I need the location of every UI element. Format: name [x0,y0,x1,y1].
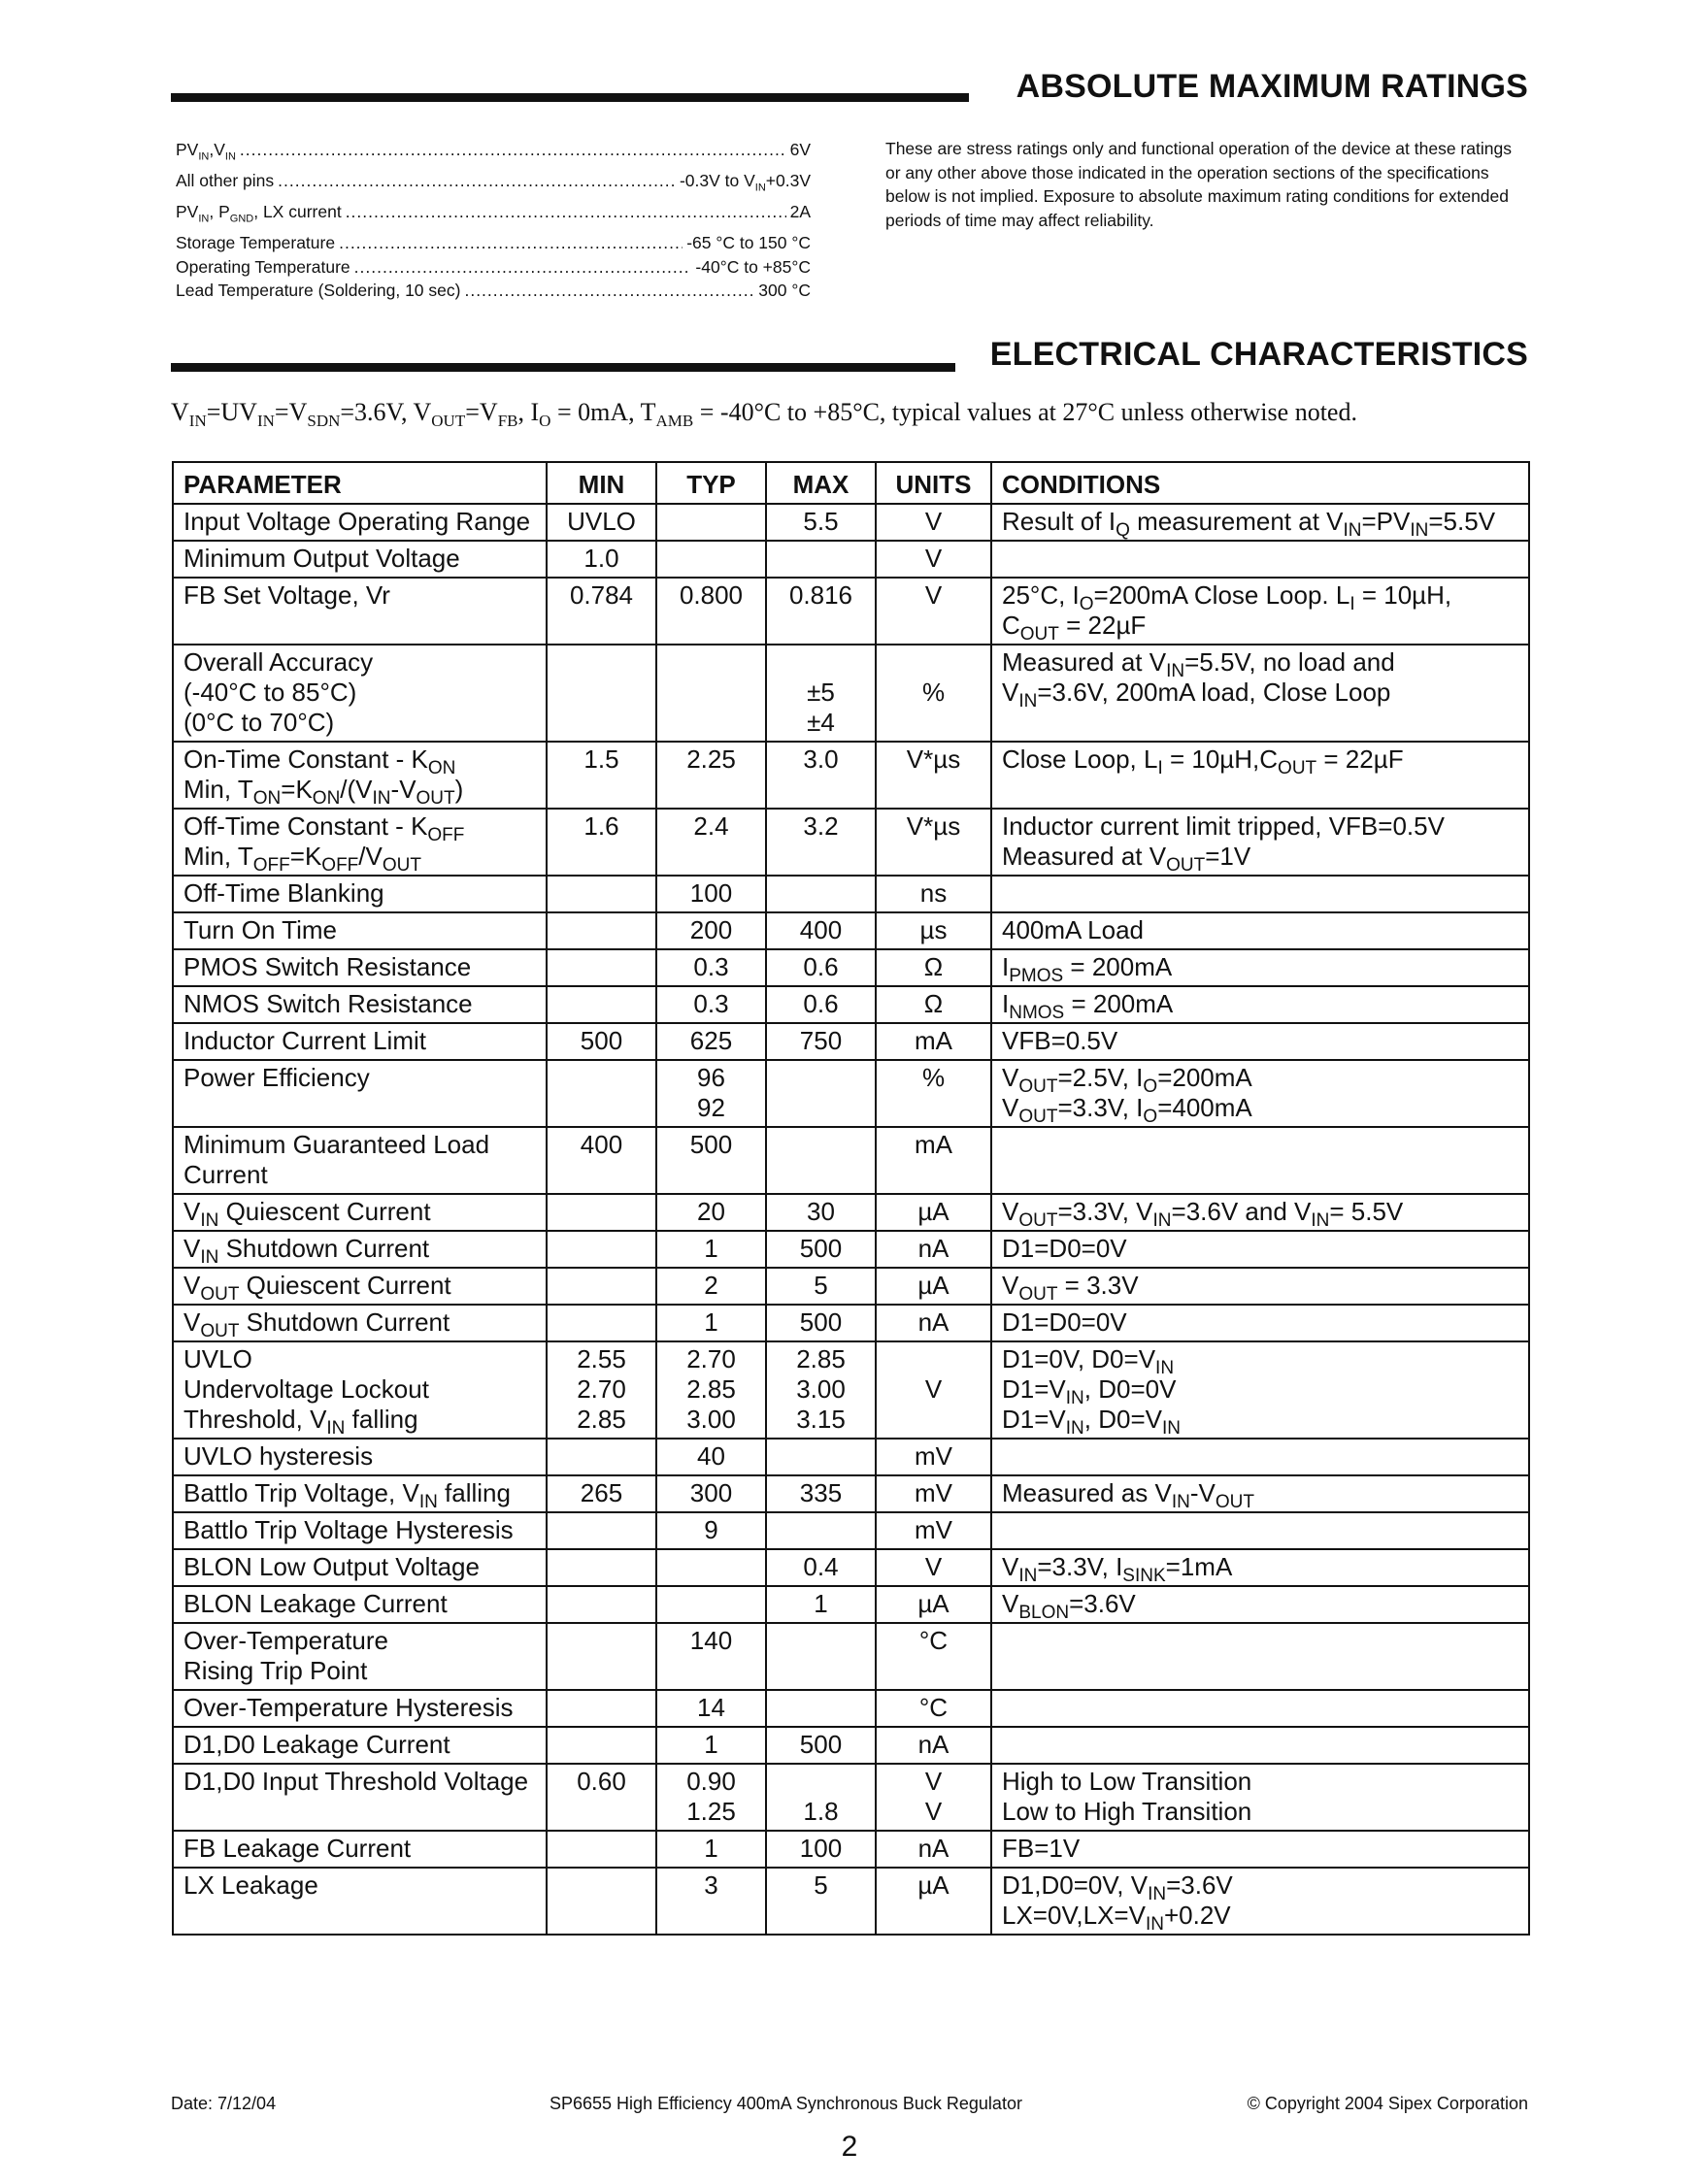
conditions-cell [991,1623,1529,1690]
max-cell [766,1623,876,1690]
typ-cell: 1 [656,1305,766,1341]
parameter-cell: Battlo Trip Voltage, $V_{IN}$ falling [173,1475,547,1512]
table-row [173,1475,1529,1512]
min-cell: 265 [547,1475,656,1512]
conditions-cell: $I_{PMOS} = 200mA$ [991,949,1529,986]
absolute-maximum-ratings-header [171,68,1528,113]
typ-cell: 2.25 [656,742,766,809]
ratings-list [176,138,811,303]
max-cell: 0.816 [766,578,876,645]
units-cell: µA [876,1194,991,1231]
rating-row [176,279,811,303]
parameter-cell: Minimum Output Voltage [173,541,547,578]
min-cell: 2.55 2.70 2.85 [547,1341,656,1439]
max-cell: 3.0 [766,742,876,809]
typ-cell: 0.800 [656,578,766,645]
dot-leader [240,138,786,162]
min-cell [547,1231,656,1268]
rating-value: -0.3V to $V_{IN}+0.3V$ [679,171,811,194]
min-cell [547,1194,656,1231]
conditions-cell: 400mA Load [991,912,1529,949]
parameter-cell: $V_{OUT}$ Quiescent Current [173,1268,547,1305]
parameter-cell: $V_{IN}$ Shutdown Current [173,1231,547,1268]
typ-cell: 9 [656,1512,766,1549]
max-cell: 500 [766,1727,876,1764]
conditions-cell: High to Low Transition Low to High Transition [991,1764,1529,1831]
table-row [173,1690,1529,1727]
test-conditions-line: $V_{IN}=UV_{IN}=V_{SDN}=3.6V$, $V_{OUT}=V_{FB}$, $I_O = 0mA$, $T_{AMB} = -40^\circ C$ to +85°C, typical values at 27°C unless otherwise noted. [171,398,1357,431]
typ-cell: 1 [656,1231,766,1268]
conditions-cell [991,1727,1529,1764]
table-row [173,986,1529,1023]
conditions-cell: D1,D0=0V, $V_{IN}=3.6V$ $LX=0V,LX=V_{IN}+0.2V$ [991,1868,1529,1935]
parameter-cell: Over-Temperature Rising Trip Point [173,1623,547,1690]
max-cell [766,1690,876,1727]
units-cell: mV [876,1475,991,1512]
conditions-cell: Measured at $V_{IN}=5.5V$, no load and $V_{IN}=3.6V$, 200mA load, Close Loop [991,645,1529,742]
min-cell: 1.5 [547,742,656,809]
typ-cell: 3 [656,1868,766,1935]
max-cell [766,1127,876,1194]
table-row [173,1127,1529,1194]
min-cell [547,1868,656,1935]
typ-cell: 140 [656,1623,766,1690]
units-cell: V [876,1549,991,1586]
units-cell: % [876,1060,991,1127]
table-row [173,1831,1529,1868]
conditions-cell: $I_{NMOS} = 200mA$ [991,986,1529,1023]
units-cell: µs [876,912,991,949]
conditions-cell: Measured as $V_{IN}-V_{OUT}$ [991,1475,1529,1512]
max-cell: 0.6 [766,986,876,1023]
min-cell [547,1623,656,1690]
units-cell: °C [876,1623,991,1690]
max-cell: 2.85 3.00 3.15 [766,1341,876,1439]
parameter-cell: Off-Time Constant - $K_{OFF}$ Min, $T_{OFF}=K_{OFF}/V_{OUT}$ [173,809,547,876]
min-cell: 0.60 [547,1764,656,1831]
min-cell [547,1305,656,1341]
max-cell: 3.2 [766,809,876,876]
table-row [173,949,1529,986]
conditions-cell: Result of $I_Q$ measurement at $V_{IN}=PV_{IN}=5.5V$ [991,504,1529,541]
min-cell [547,1060,656,1127]
typ-cell: 0.3 [656,986,766,1023]
conditions-cell [991,541,1529,578]
max-cell: 500 [766,1231,876,1268]
parameter-cell: BLON Low Output Voltage [173,1549,547,1586]
rating-value: -65 °C to 150 °C [686,233,811,252]
typ-cell [656,541,766,578]
conditions-cell: 25°C, $I_O=200mA$ Close Loop. $L_I = 10\mu H$, $C_{OUT} = 22\mu F$ [991,578,1529,645]
units-cell: Ω [876,986,991,1023]
rating-row [176,200,811,231]
parameter-cell: D1,D0 Leakage Current [173,1727,547,1764]
stress-note: These are stress ratings only and functional operation of the device at these ratings or any other above those indicated in the operation sections of the specifications below is not implied. Exposure to absolute maximum rating conditions for extended periods of time may affect reliability. [885,139,1512,230]
units-cell: V*µs [876,809,991,876]
section-title: ABSOLUTE MAXIMUM RATINGS [1016,68,1528,105]
typ-cell: 0.90 1.25 [656,1764,766,1831]
parameter-cell: D1,D0 Input Threshold Voltage [173,1764,547,1831]
typ-cell: 14 [656,1690,766,1727]
section-rule [171,363,955,372]
max-cell: 335 [766,1475,876,1512]
electrical-characteristics-table [172,461,1530,1936]
parameter-cell: $V_{OUT}$ Shutdown Current [173,1305,547,1341]
conditions-cell: D1=0V, $D0=V_{IN}$ $D1=V_{IN}$, D0=0V $D1=V_{IN}$, $D0=V_{IN}$ [991,1341,1529,1439]
conditions-cell [991,876,1529,912]
parameter-cell: UVLO Undervoltage Lockout Threshold, $V_{IN}$ falling [173,1341,547,1439]
units-cell: nA [876,1727,991,1764]
dot-leader [278,169,676,193]
dot-leader [346,200,786,224]
parameter-cell: Off-Time Blanking [173,876,547,912]
table-row [173,876,1529,912]
rating-row [176,231,811,255]
typ-cell: 1 [656,1831,766,1868]
typ-cell [656,1586,766,1623]
max-cell: 0.4 [766,1549,876,1586]
units-cell: nA [876,1305,991,1341]
min-cell: 1.6 [547,809,656,876]
table-row [173,809,1529,876]
conditions-cell: $V_{OUT}=3.3V$, $V_{IN}=3.6V$ and $V_{IN}= 5.5V$ [991,1194,1529,1231]
typ-cell: 500 [656,1127,766,1194]
units-cell: ns [876,876,991,912]
parameter-cell: On-Time Constant - $K_{ON}$ Min, $T_{ON}=K_{ON}/(V_{IN}-V_{OUT})$ [173,742,547,809]
units-cell: mA [876,1127,991,1194]
rating-label: $PV_{IN},V_{IN}$ [176,140,236,163]
units-cell: µA [876,1868,991,1935]
min-cell [547,1727,656,1764]
rating-label: Storage Temperature [176,233,336,252]
min-cell [547,1690,656,1727]
table-row [173,742,1529,809]
rating-label: Operating Temperature [176,256,350,277]
table-header-row [173,462,1529,504]
min-cell [547,1586,656,1623]
max-cell: 5 [766,1268,876,1305]
units-cell: V [876,541,991,578]
max-cell: 0.6 [766,949,876,986]
min-cell: 500 [547,1023,656,1060]
parameter-cell: $V_{IN}$ Quiescent Current [173,1194,547,1231]
conditions-cell [991,1127,1529,1194]
footer-date: Date: 7/12/04 [171,2094,277,2113]
rating-label: Lead Temperature (Soldering, 10 sec) [176,281,461,300]
min-cell: 0.784 [547,578,656,645]
units-cell: mV [876,1512,991,1549]
table-row [173,1341,1529,1439]
min-cell [547,1831,656,1868]
min-cell [547,986,656,1023]
rating-label: $PV_{IN}$, $P_{GND}$, LX current [176,202,342,225]
table-row [173,1549,1529,1586]
parameter-cell: Overall Accuracy (-40°C to 85°C) (0°C to 70°C) [173,645,547,742]
table-row [173,504,1529,541]
min-cell: 1.0 [547,541,656,578]
typ-cell: 96 92 [656,1060,766,1127]
max-cell: 400 [766,912,876,949]
parameter-cell: FB Leakage Current [173,1831,547,1868]
dot-leader [354,255,692,280]
units-cell: V V [876,1764,991,1831]
typ-cell: 200 [656,912,766,949]
dot-leader [464,279,754,303]
rating-row [176,255,811,280]
parameter-cell: Battlo Trip Voltage Hysteresis [173,1512,547,1549]
units-cell: Ω [876,949,991,986]
typ-cell [656,1549,766,1586]
table-row [173,1439,1529,1475]
min-cell [547,1439,656,1475]
units-cell: µA [876,1268,991,1305]
rating-value: 300 °C [758,281,811,300]
rating-label: All other pins [176,171,275,190]
units-cell: °C [876,1690,991,1727]
typ-cell [656,645,766,742]
parameter-cell: BLON Leakage Current [173,1586,547,1623]
units-cell: V [876,1341,991,1439]
column-header-max: MAX [766,462,876,504]
max-cell [766,876,876,912]
table-row [173,645,1529,742]
max-cell [766,1512,876,1549]
parameter-cell: Minimum Guaranteed Load Current [173,1127,547,1194]
rating-value: 2A [789,202,811,221]
min-cell [547,1268,656,1305]
max-cell: 5.5 [766,504,876,541]
max-cell: 1.8 [766,1764,876,1831]
parameter-cell: Turn On Time [173,912,547,949]
units-cell: V [876,578,991,645]
max-cell: ±5 ±4 [766,645,876,742]
table-row [173,1623,1529,1690]
section-title: ELECTRICAL CHARACTERISTICS [989,336,1528,373]
parameter-cell: NMOS Switch Resistance [173,986,547,1023]
conditions-cell: VFB=0.5V [991,1023,1529,1060]
section-rule [171,93,969,102]
units-cell: µA [876,1586,991,1623]
parameter-cell: UVLO hysteresis [173,1439,547,1475]
column-header-min: MIN [547,462,656,504]
table-row [173,541,1529,578]
conditions-cell [991,1512,1529,1549]
units-cell: V [876,504,991,541]
parameter-cell: FB Set Voltage, Vr [173,578,547,645]
page-number: 2 [841,2131,858,2163]
typ-cell: 2 [656,1268,766,1305]
units-cell: nA [876,1831,991,1868]
parameter-cell: PMOS Switch Resistance [173,949,547,986]
table-row [173,1194,1529,1231]
conditions-cell: Close Loop, $L_I = 10\mu H,C_{OUT} = 22\mu F$ [991,742,1529,809]
typ-cell: 0.3 [656,949,766,986]
table-row [173,1868,1529,1935]
min-cell [547,912,656,949]
table-row [173,1268,1529,1305]
conditions-cell [991,1439,1529,1475]
max-cell: 500 [766,1305,876,1341]
conditions-cell: $V_{OUT}=2.5V$, $I_O=200mA$ $V_{OUT}=3.3V$, $I_O=400mA$ [991,1060,1529,1127]
conditions-cell: Inductor current limit tripped, VFB=0.5V Measured at $V_{OUT}=1V$ [991,809,1529,876]
electrical-characteristics-header [171,336,1528,381]
max-cell: 100 [766,1831,876,1868]
rating-value: -40°C to +85°C [695,256,811,277]
conditions-cell: $V_{OUT} = 3.3V$ [991,1268,1529,1305]
column-header-units: UNITS [876,462,991,504]
min-cell: 400 [547,1127,656,1194]
units-cell: mA [876,1023,991,1060]
conditions-cell: $V_{BLON}=3.6V$ [991,1586,1529,1623]
table-row [173,1764,1529,1831]
rating-row [176,169,811,200]
max-cell: 750 [766,1023,876,1060]
conditions-cell: D1=D0=0V [991,1231,1529,1268]
typ-cell: 300 [656,1475,766,1512]
typ-cell: 1 [656,1727,766,1764]
table-row [173,1512,1529,1549]
table-row [173,1586,1529,1623]
column-header-typ: TYP [656,462,766,504]
column-header-parameter: PARAMETER [173,462,547,504]
typ-cell: 40 [656,1439,766,1475]
parameter-cell: LX Leakage [173,1868,547,1935]
parameter-cell: Power Efficiency [173,1060,547,1127]
rating-row [176,138,811,169]
table-row [173,912,1529,949]
max-cell: 1 [766,1586,876,1623]
footer-product: SP6655 High Efficiency 400mA Synchronous Buck Regulator [550,2094,1022,2113]
units-cell: % [876,645,991,742]
max-cell [766,541,876,578]
min-cell [547,949,656,986]
conditions-cell: FB=1V [991,1831,1529,1868]
max-cell: 5 [766,1868,876,1935]
table-row [173,1231,1529,1268]
min-cell [547,1549,656,1586]
min-cell: UVLO [547,504,656,541]
table-row [173,1023,1529,1060]
max-cell [766,1060,876,1127]
table-row [173,1727,1529,1764]
column-header-conditions: CONDITIONS [991,462,1529,504]
max-cell: 30 [766,1194,876,1231]
min-cell [547,876,656,912]
min-cell [547,1512,656,1549]
typ-cell [656,504,766,541]
units-cell: mV [876,1439,991,1475]
parameter-cell: Input Voltage Operating Range [173,504,547,541]
max-cell [766,1439,876,1475]
table-row [173,1060,1529,1127]
parameter-cell: Over-Temperature Hysteresis [173,1690,547,1727]
units-cell: V*µs [876,742,991,809]
footer-copyright: © Copyright 2004 Sipex Corporation [1247,2094,1528,2113]
conditions-cell: $V_{IN}=3.3V$, $I_{SINK}=1mA$ [991,1549,1529,1586]
typ-cell: 625 [656,1023,766,1060]
table-row [173,578,1529,645]
min-cell [547,645,656,742]
typ-cell: 2.4 [656,809,766,876]
table-row [173,1305,1529,1341]
dot-leader [339,231,683,255]
units-cell: nA [876,1231,991,1268]
typ-cell: 100 [656,876,766,912]
rating-value: 6V [789,140,811,159]
typ-cell: 2.70 2.85 3.00 [656,1341,766,1439]
conditions-cell: D1=D0=0V [991,1305,1529,1341]
page-footer [171,2094,1528,2117]
conditions-cell [991,1690,1529,1727]
typ-cell: 20 [656,1194,766,1231]
parameter-cell: Inductor Current Limit [173,1023,547,1060]
